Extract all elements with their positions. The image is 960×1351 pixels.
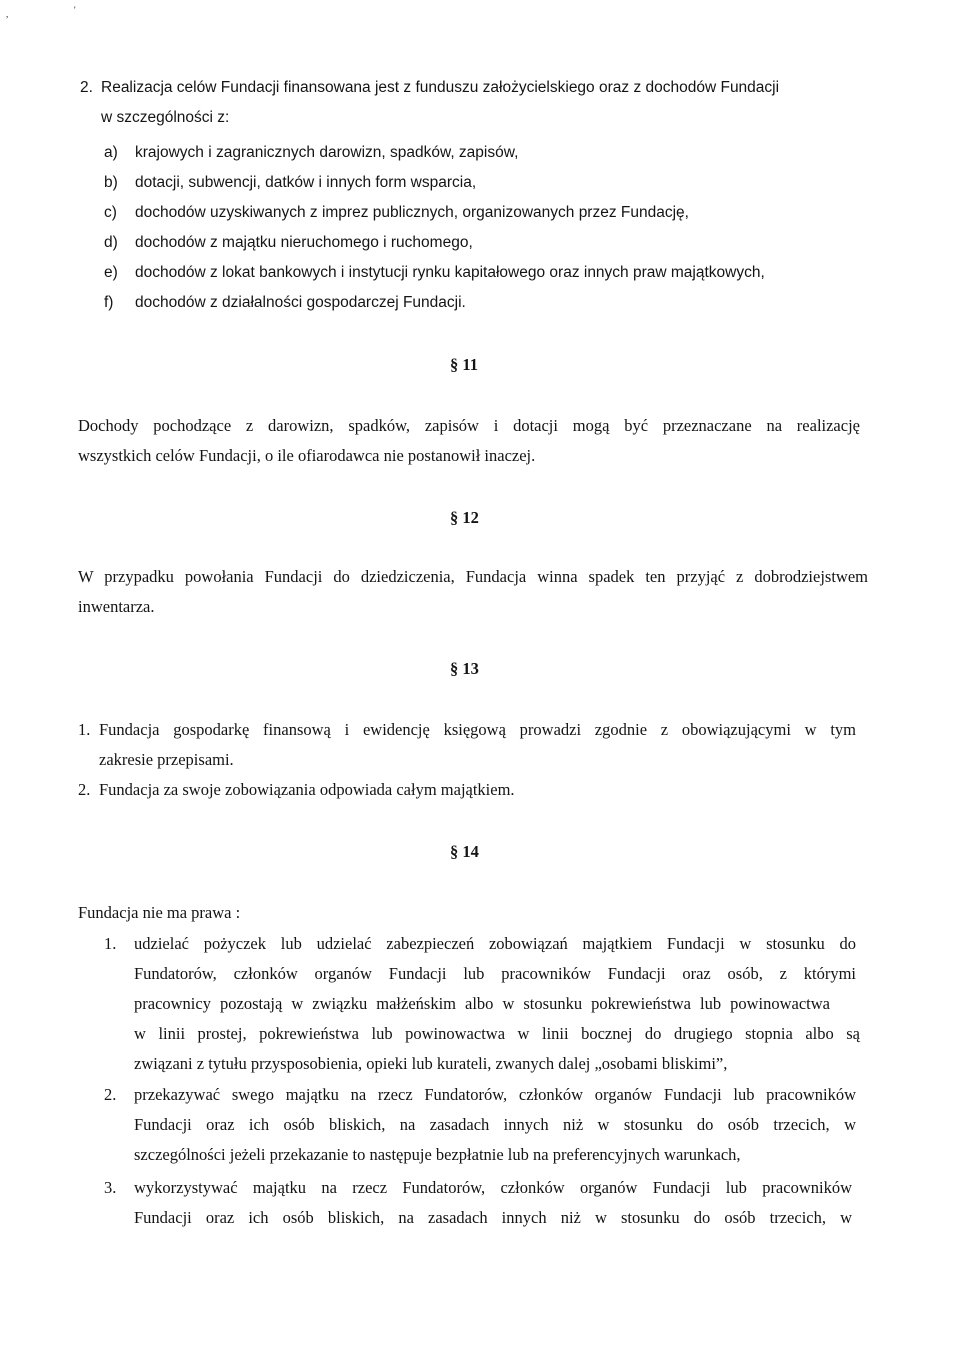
paragraph-line: Fundatorów, członków organów Fundacji lub pracowników Fundacji oraz osób, z którymi <box>134 964 856 983</box>
list-item-text: dotacji, subwencji, datków i innych form wsparcia, <box>135 174 477 191</box>
list-marker: f) <box>104 294 114 311</box>
paragraph-line: Fundacja gospodarkę finansową i ewidencję księgową prowadzi zgodnie z obowiązującymi w tym <box>99 720 856 739</box>
paragraph-line: wszystkich celów Fundacji, o ile ofiarodawca nie postanowił inaczej. <box>78 446 536 465</box>
paragraph-line: Realizacja celów Fundacji finansowana jest z funduszu założycielskiego oraz z dochodów Fundacji <box>101 79 780 96</box>
section-heading: § 14 <box>450 842 479 861</box>
paragraph-line: inwentarza. <box>78 597 155 616</box>
point-number: 1. <box>78 720 91 739</box>
list-item-text: dochodów z majątku nieruchomego i ruchomego, <box>135 234 473 251</box>
scan-mark-left: , <box>6 9 9 19</box>
list-item-text: dochodów uzyskiwanych z imprez publicznych, organizowanych przez Fundację, <box>135 204 689 221</box>
paragraph-line: W przypadku powołania Fundacji do dziedziczenia, Fundacja winna spadek ten przyjąć z dobrodziejstwem <box>78 567 868 586</box>
list-marker: d) <box>104 234 118 251</box>
point-number: 3. <box>104 1178 117 1197</box>
list-item-text: dochodów z lokat bankowych i instytucji rynku kapitałowego oraz innych praw majątkowych, <box>135 264 765 281</box>
paragraph-line: udzielać pożyczek lub udzielać zabezpieczeń zobowiązań majątkiem Fundacji w stosunku do <box>134 934 856 953</box>
paragraph-line: związani z tytułu przysposobienia, opieki lub kurateli, zwanych dalej „osobami bliskimi”, <box>134 1054 728 1073</box>
list-item-text: dochodów z działalności gospodarczej Fundacji. <box>135 294 466 311</box>
section-heading: § 13 <box>450 659 479 678</box>
paragraph-line: przekazywać swego majątku na rzecz Fundatorów, członków organów Fundacji lub pracowników <box>134 1085 856 1104</box>
point-number: 2. <box>80 79 93 96</box>
paragraph-line: wykorzystywać majątku na rzecz Fundatorów, członków organów Fundacji lub pracowników <box>134 1178 852 1197</box>
point-number: 1. <box>104 934 117 953</box>
point-number: 2. <box>78 780 91 799</box>
scan-mark-right: ' <box>74 5 76 15</box>
list-marker: a) <box>104 144 118 161</box>
paragraph-line: zakresie przepisami. <box>99 750 234 769</box>
paragraph-line: w szczególności z: <box>101 109 230 126</box>
list-marker: b) <box>104 174 118 191</box>
point-number: 2. <box>104 1085 117 1104</box>
paragraph-line: Fundacja za swoje zobowiązania odpowiada całym majątkiem. <box>99 780 515 799</box>
paragraph-line: Fundacji oraz ich osób bliskich, na zasadach innych niż w stosunku do osób trzecich, w <box>134 1208 852 1227</box>
paragraph-line: szczególności jeżeli przekazanie to następuje bezpłatnie lub na preferencyjnych warunkach, <box>134 1145 741 1164</box>
paragraph-line: pracownicy pozostają w związku małżeńskim albo w stosunku pokrewieństwa lub powinowactwa <box>134 994 830 1013</box>
paragraph-line: w linii prostej, pokrewieństwa lub powinowactwa w linii bocznej do drugiego stopnia albo są <box>134 1024 860 1043</box>
section-heading: § 11 <box>450 355 478 374</box>
list-marker: c) <box>104 204 117 221</box>
list-marker: e) <box>104 264 118 281</box>
paragraph-line: Dochody pochodzące z darowizn, spadków, zapisów i dotacji mogą być przeznaczane na realizację <box>78 416 860 435</box>
section-intro: Fundacja nie ma prawa : <box>78 903 241 922</box>
section-heading: § 12 <box>450 508 479 527</box>
paragraph-line: Fundacji oraz ich osób bliskich, na zasadach innych niż w stosunku do osób trzecich, w <box>134 1115 856 1134</box>
list-item-text: krajowych i zagranicznych darowizn, spadków, zapisów, <box>135 144 519 161</box>
